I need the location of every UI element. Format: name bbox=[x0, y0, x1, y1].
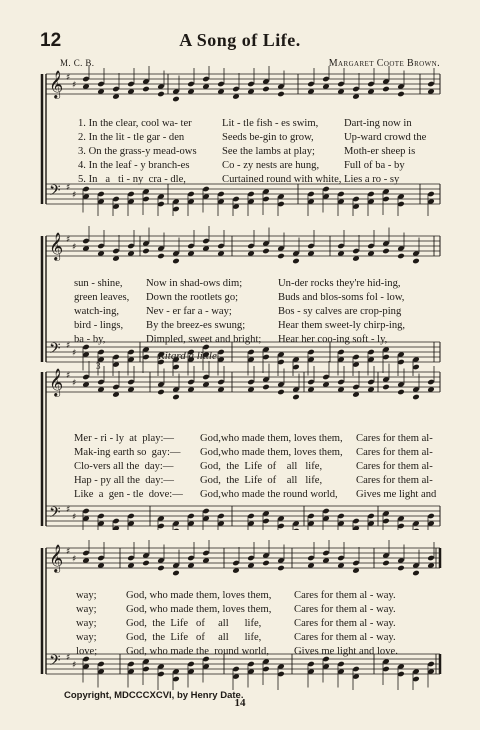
bass-staff bbox=[46, 182, 440, 216]
notehead bbox=[262, 384, 270, 391]
lyric-line: God, the Life of all life, bbox=[200, 461, 323, 472]
sharp-icon: ♯ bbox=[72, 80, 77, 91]
hymn-title: A Song of Life. bbox=[179, 30, 301, 50]
sharp-icon: ♯ bbox=[66, 235, 71, 245]
sharp-icon: ♯ bbox=[66, 653, 71, 663]
sharp-icon: ♯ bbox=[72, 190, 77, 201]
lyric-line: God,who made them, loves them, bbox=[200, 433, 343, 444]
notehead bbox=[292, 258, 300, 265]
lyric-line: watch-ing, bbox=[74, 306, 120, 317]
lyric-line: Gives me light and love. bbox=[294, 646, 398, 657]
treble-clef-icon: 𝄞 bbox=[49, 232, 64, 260]
notehead bbox=[262, 560, 270, 567]
lyric-line: See the lambs at play; bbox=[222, 146, 315, 157]
lyric-line: Hear her coo-ing soft - ly, bbox=[278, 334, 388, 345]
lyric-line: Un-der rocks they're hid-ing, bbox=[278, 278, 401, 289]
notehead bbox=[172, 96, 180, 103]
notehead bbox=[277, 253, 285, 260]
bass-clef-icon: 𝄢 bbox=[49, 652, 61, 673]
lyric-line: God, the Life of all life, bbox=[200, 475, 323, 486]
treble-staff bbox=[46, 226, 440, 264]
sharp-icon: ♯ bbox=[66, 341, 71, 351]
measure-number: 3 bbox=[96, 361, 101, 371]
lyric-line: 5. In a ti - ny cra - dle, bbox=[78, 174, 186, 185]
lyric-line: Cares for them al - way. bbox=[294, 604, 396, 615]
lyric-line: God,who made them, loves them, bbox=[200, 447, 343, 458]
composer-credit: M. C. B. bbox=[60, 58, 95, 68]
lyric-line: Bos - sy calves are crop-ping bbox=[278, 306, 402, 317]
notehead bbox=[157, 91, 165, 98]
notehead bbox=[412, 570, 420, 577]
treble-staff bbox=[46, 66, 440, 102]
notehead bbox=[157, 565, 165, 572]
sharp-icon: ♯ bbox=[72, 554, 77, 565]
lyric-line: Buds and blos-soms fol - low, bbox=[278, 292, 405, 303]
sharp-icon: ♯ bbox=[72, 348, 77, 359]
sharp-icon: ♯ bbox=[66, 183, 71, 193]
sharp-icon: ♯ bbox=[66, 505, 71, 515]
lyric-line: Now in shad-ows dim; bbox=[146, 278, 243, 289]
lyric-line: Moth-er sheep is bbox=[344, 146, 416, 157]
lyric-line: Cares for them al- bbox=[356, 447, 433, 458]
bass-staff bbox=[46, 504, 440, 530]
hymn-header bbox=[40, 30, 440, 56]
lyric-line: God, the Life of all life, bbox=[126, 632, 262, 643]
notehead bbox=[382, 384, 390, 391]
lyric-line: Cares for them al - way. bbox=[294, 632, 396, 643]
notehead bbox=[262, 248, 270, 255]
lyric-line: Like a gen - tle dove:— bbox=[74, 489, 183, 500]
notehead bbox=[172, 258, 180, 265]
lyric-line: way; bbox=[76, 590, 97, 601]
sharp-icon: ♯ bbox=[72, 378, 77, 389]
lyric-line: Full of ba - by bbox=[344, 160, 405, 171]
lyric-line: Nev - er far a - way; bbox=[146, 306, 232, 317]
lyric-line: 4. In the leaf - y branch-es bbox=[78, 160, 190, 171]
lyric-line: Seeds be-gin to grow, bbox=[222, 132, 314, 143]
notehead bbox=[397, 91, 405, 98]
notehead bbox=[412, 258, 420, 265]
lyric-line: Down the rootlets go; bbox=[146, 292, 239, 303]
author-credit: Margaret Coote Brown. bbox=[328, 58, 440, 69]
lyric-line: Clo-vers all the day:— bbox=[74, 461, 174, 472]
bass-clef-icon: 𝄢 bbox=[49, 182, 61, 203]
hymn-number: 12 bbox=[40, 30, 62, 51]
lyric-line: Cares for them al - way. bbox=[294, 618, 396, 629]
lyric-line: God,who made the round world, bbox=[200, 489, 338, 500]
notehead bbox=[277, 389, 285, 396]
notehead bbox=[172, 570, 180, 577]
bass-clef-icon: 𝄢 bbox=[49, 504, 61, 525]
treble-clef-icon: 𝄞 bbox=[49, 70, 64, 98]
notehead bbox=[142, 248, 150, 255]
lyric-line: sun - shine, bbox=[74, 278, 123, 289]
notehead bbox=[277, 91, 285, 98]
notehead bbox=[262, 86, 270, 93]
lyric-line: Dimpled, sweet and bright; bbox=[146, 334, 262, 345]
lyric-line: Gives me light and bbox=[356, 489, 437, 500]
lyric-line: green leaves, bbox=[74, 292, 130, 303]
lyric-line: Up-ward crowd the bbox=[344, 132, 427, 143]
lyric-line: Curtained round with white, bbox=[222, 174, 342, 185]
ritard-direction: Ritard a little. bbox=[158, 350, 220, 362]
lyric-line: By the breez-es swung; bbox=[146, 320, 246, 331]
system-2-staves bbox=[0, 226, 480, 376]
bass-clef-icon: 𝄢 bbox=[49, 340, 61, 361]
lyric-line: way; bbox=[76, 632, 97, 643]
notehead bbox=[292, 394, 300, 401]
lyric-line: God, who made them, loves them, bbox=[126, 590, 272, 601]
notehead bbox=[412, 394, 420, 401]
sharp-icon: ♯ bbox=[66, 547, 71, 557]
sharp-icon: ♯ bbox=[72, 660, 77, 671]
sharp-icon: ♯ bbox=[72, 242, 77, 253]
treble-clef-icon: 𝄞 bbox=[49, 544, 64, 572]
lyric-line: God, the Life of all life, bbox=[126, 618, 262, 629]
notehead bbox=[157, 389, 165, 396]
lyric-line: 3. On the grass-y mead-ows bbox=[78, 146, 197, 157]
page-number: 14 bbox=[234, 697, 246, 709]
lyric-line: ba - by, bbox=[74, 334, 106, 345]
lyric-line: way; bbox=[76, 604, 97, 615]
notehead bbox=[157, 253, 165, 260]
notehead bbox=[397, 253, 405, 260]
lyric-line: Mak-ing earth so gay:— bbox=[74, 447, 181, 458]
sharp-icon: ♯ bbox=[72, 512, 77, 523]
lyric-line: Mer - ri - ly at play:— bbox=[74, 433, 175, 444]
notehead bbox=[382, 560, 390, 567]
lyric-line: bird - lings, bbox=[74, 320, 124, 331]
lyric-line: 2. In the lit - tle gar - den bbox=[78, 132, 185, 143]
sharp-icon: ♯ bbox=[66, 73, 71, 83]
lyric-line: love; bbox=[76, 646, 98, 657]
notehead bbox=[397, 389, 405, 396]
lyric-line: Lies a ro - sy bbox=[344, 174, 400, 185]
sharp-icon: ♯ bbox=[66, 371, 71, 381]
lyric-line: Dart-ing now in bbox=[344, 118, 412, 129]
treble-clef-icon: 𝄞 bbox=[49, 368, 64, 396]
notehead bbox=[397, 565, 405, 572]
notehead bbox=[382, 248, 390, 255]
lyric-line: God, who made the round world, bbox=[126, 646, 269, 657]
lyric-line: Hear them sweet-ly chirp-ing, bbox=[278, 320, 406, 331]
lyric-line: God, who made them, loves them, bbox=[126, 604, 272, 615]
notehead bbox=[172, 394, 180, 401]
treble-staff bbox=[46, 361, 440, 400]
notehead bbox=[382, 86, 390, 93]
lyric-line: Hap - py all the day:— bbox=[74, 475, 175, 486]
treble-staff bbox=[46, 540, 440, 576]
lyric-line: Co - zy nests are hung, bbox=[222, 160, 320, 171]
lyric-line: Lit - tle fish - es swim, bbox=[222, 118, 319, 129]
copyright-notice: Copyright, MDCCCXCVI, by Henry Date. bbox=[64, 690, 244, 701]
lyric-line: Cares for them al- bbox=[356, 475, 433, 486]
notehead bbox=[277, 565, 285, 572]
lyric-line: Cares for them al- bbox=[356, 461, 433, 472]
lyric-line: Cares for them al- bbox=[356, 433, 433, 444]
lyric-line: 1. In the clear, cool wa- ter bbox=[78, 118, 192, 129]
notehead bbox=[142, 86, 150, 93]
lyric-line: way; bbox=[76, 618, 97, 629]
notehead bbox=[142, 560, 150, 567]
lyric-line: Cares for them al - way. bbox=[294, 590, 396, 601]
